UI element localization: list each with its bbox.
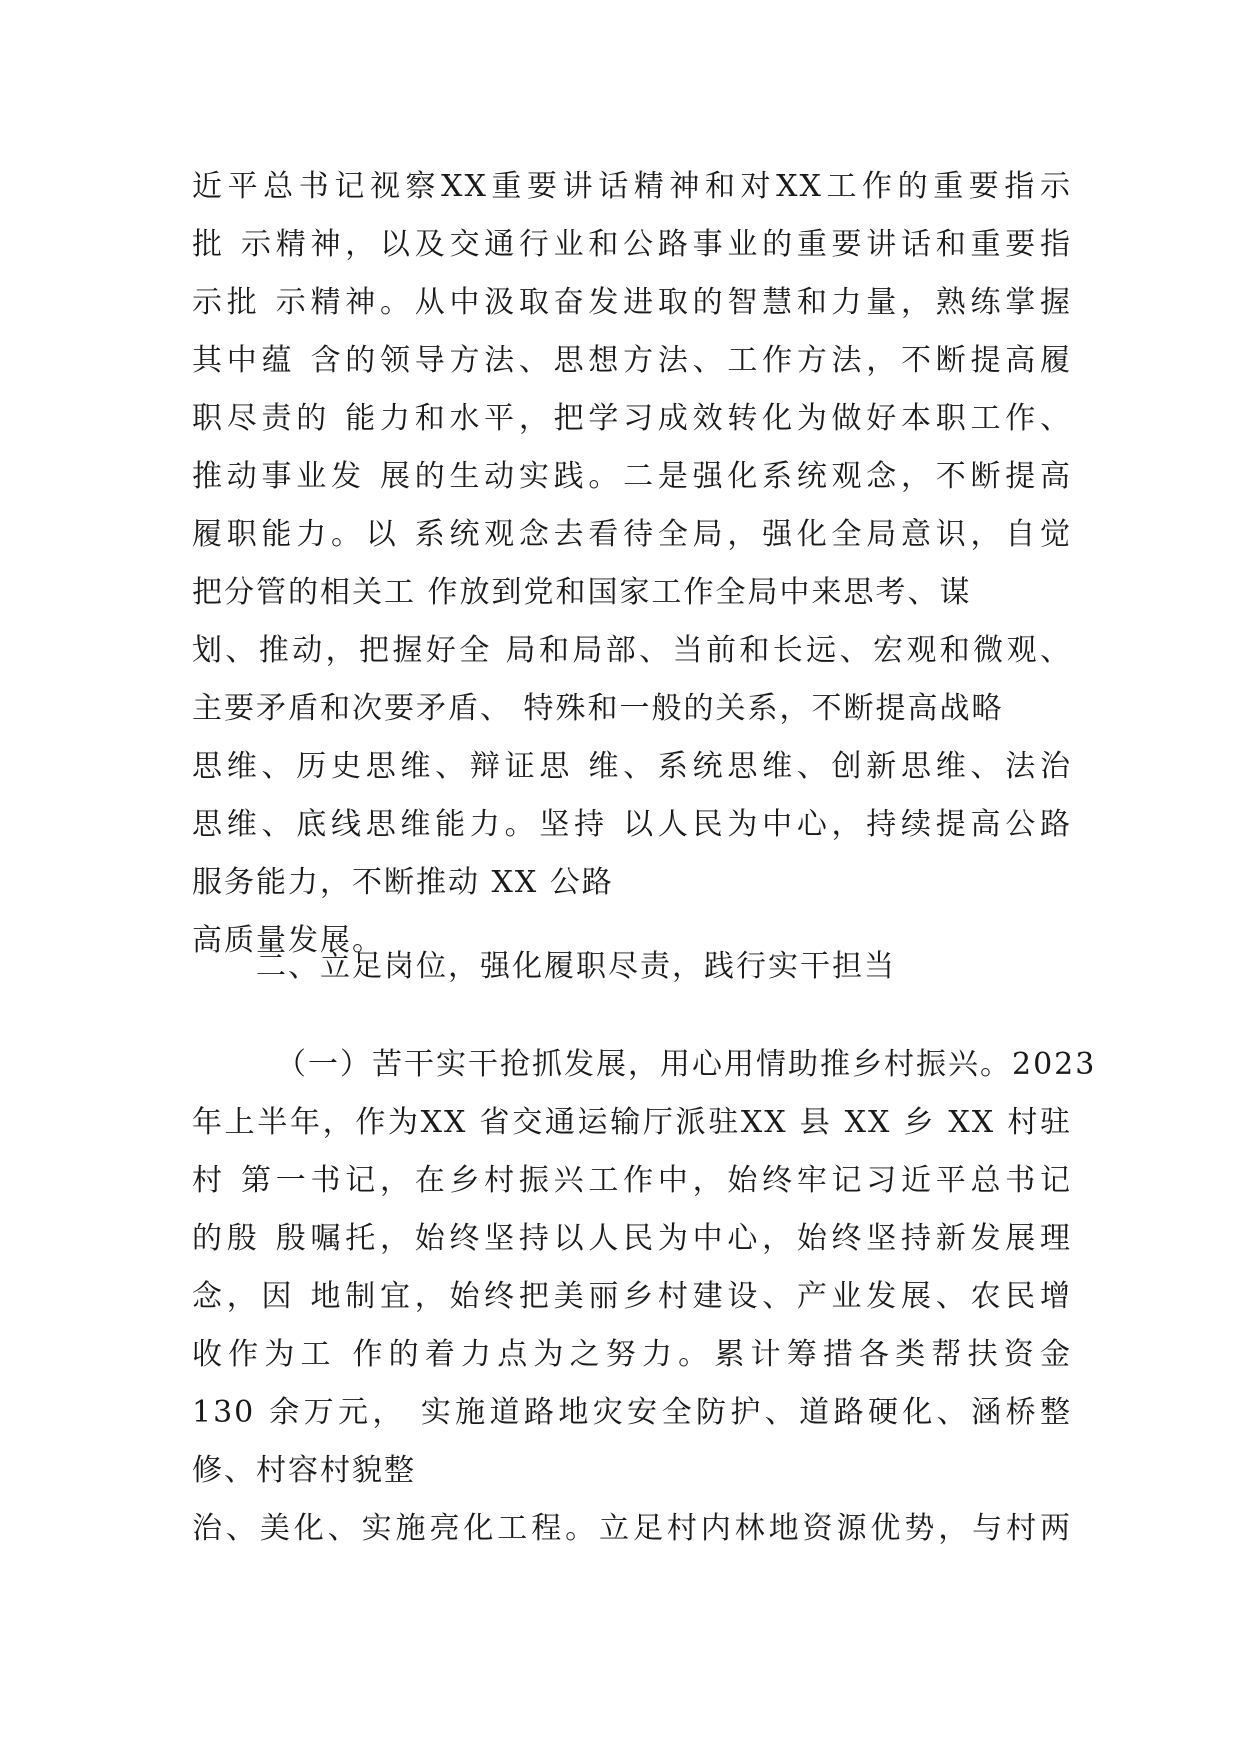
text-line: 收作为工 作的着力点为之努力。累计筹措各类帮扶资金 bbox=[192, 1337, 1072, 1372]
text-line: 履职能力。以 系统观念去看待全局，强化全局意识，自觉 bbox=[192, 517, 1072, 552]
section-heading-block bbox=[192, 938, 1072, 996]
section-heading: 二、立足岗位，强化履职尽责，践行实干担当 bbox=[256, 949, 896, 984]
text-line: 划、推动，把握好全 局和局部、当前和长远、宏观和微观、 bbox=[192, 633, 1072, 668]
text-line: 近平总书记视察XX重要讲话精神和对XX工作的重要指示 bbox=[192, 169, 1072, 204]
text-line: 思维、底线思维能力。坚持 以人民为中心，持续提高公路 bbox=[192, 807, 1072, 842]
subheading-block bbox=[192, 1036, 1097, 1094]
text-line: 职尽责的 能力和水平，把学习成效转化为做好本职工作、 bbox=[192, 401, 1072, 436]
text-line: 村 第一书记，在乡村振兴工作中，始终牢记习近平总书记 bbox=[192, 1163, 1072, 1198]
text-line: 的殷 殷嘱托，始终坚持以人民为中心，始终坚持新发展理 bbox=[192, 1221, 1072, 1256]
text-line: 服务能力，不断推动 XX 公路 bbox=[192, 865, 614, 900]
text-line: 其中蕴 含的领导方法、思想方法、工作方法，不断提高履 bbox=[192, 343, 1072, 378]
text-line: 高质量发展。 bbox=[192, 923, 384, 958]
text-line: 130 余万元， 实施道路地灾安全防护、道路硬化、涵桥整 bbox=[192, 1395, 1072, 1430]
text-line: 修、村容村貌整 bbox=[192, 1453, 416, 1488]
text-line: 推动事业发 展的生动实践。二是强化系统观念，不断提高 bbox=[192, 459, 1072, 494]
text-line: 把分管的相关工 作放到党和国家工作全局中来思考、谋 bbox=[192, 575, 972, 610]
subheading-line: （一）苦干实干抢抓发展，用心用情助推乡村振兴。2023 bbox=[276, 1047, 1097, 1082]
text-line: 年上半年，作为XX 省交通运输厅派驻XX 县 XX 乡 XX 村驻 bbox=[192, 1105, 1072, 1140]
text-line: 思维、历史思维、辩证思 维、系统思维、创新思维、法治 bbox=[192, 749, 1072, 784]
text-line: 治、美化、实施亮化工程。立足村内林地资源优势，与村两 bbox=[192, 1511, 1072, 1546]
text-line: 示批 示精神。从中汲取奋发进取的智慧和力量，熟练掌握 bbox=[192, 285, 1072, 320]
text-line: 念，因 地制宜，始终把美丽乡村建设、产业发展、农民增 bbox=[192, 1279, 1072, 1314]
paragraph-study-and-systems bbox=[192, 158, 1072, 970]
text-line: 主要矛盾和次要矛盾、 特殊和一般的关系，不断提高战略 bbox=[192, 691, 1004, 726]
text-line: 批 示精神，以及交通行业和公路事业的重要讲话和重要指 bbox=[192, 227, 1072, 262]
paragraph-rural-revitalization bbox=[192, 1094, 1072, 1558]
